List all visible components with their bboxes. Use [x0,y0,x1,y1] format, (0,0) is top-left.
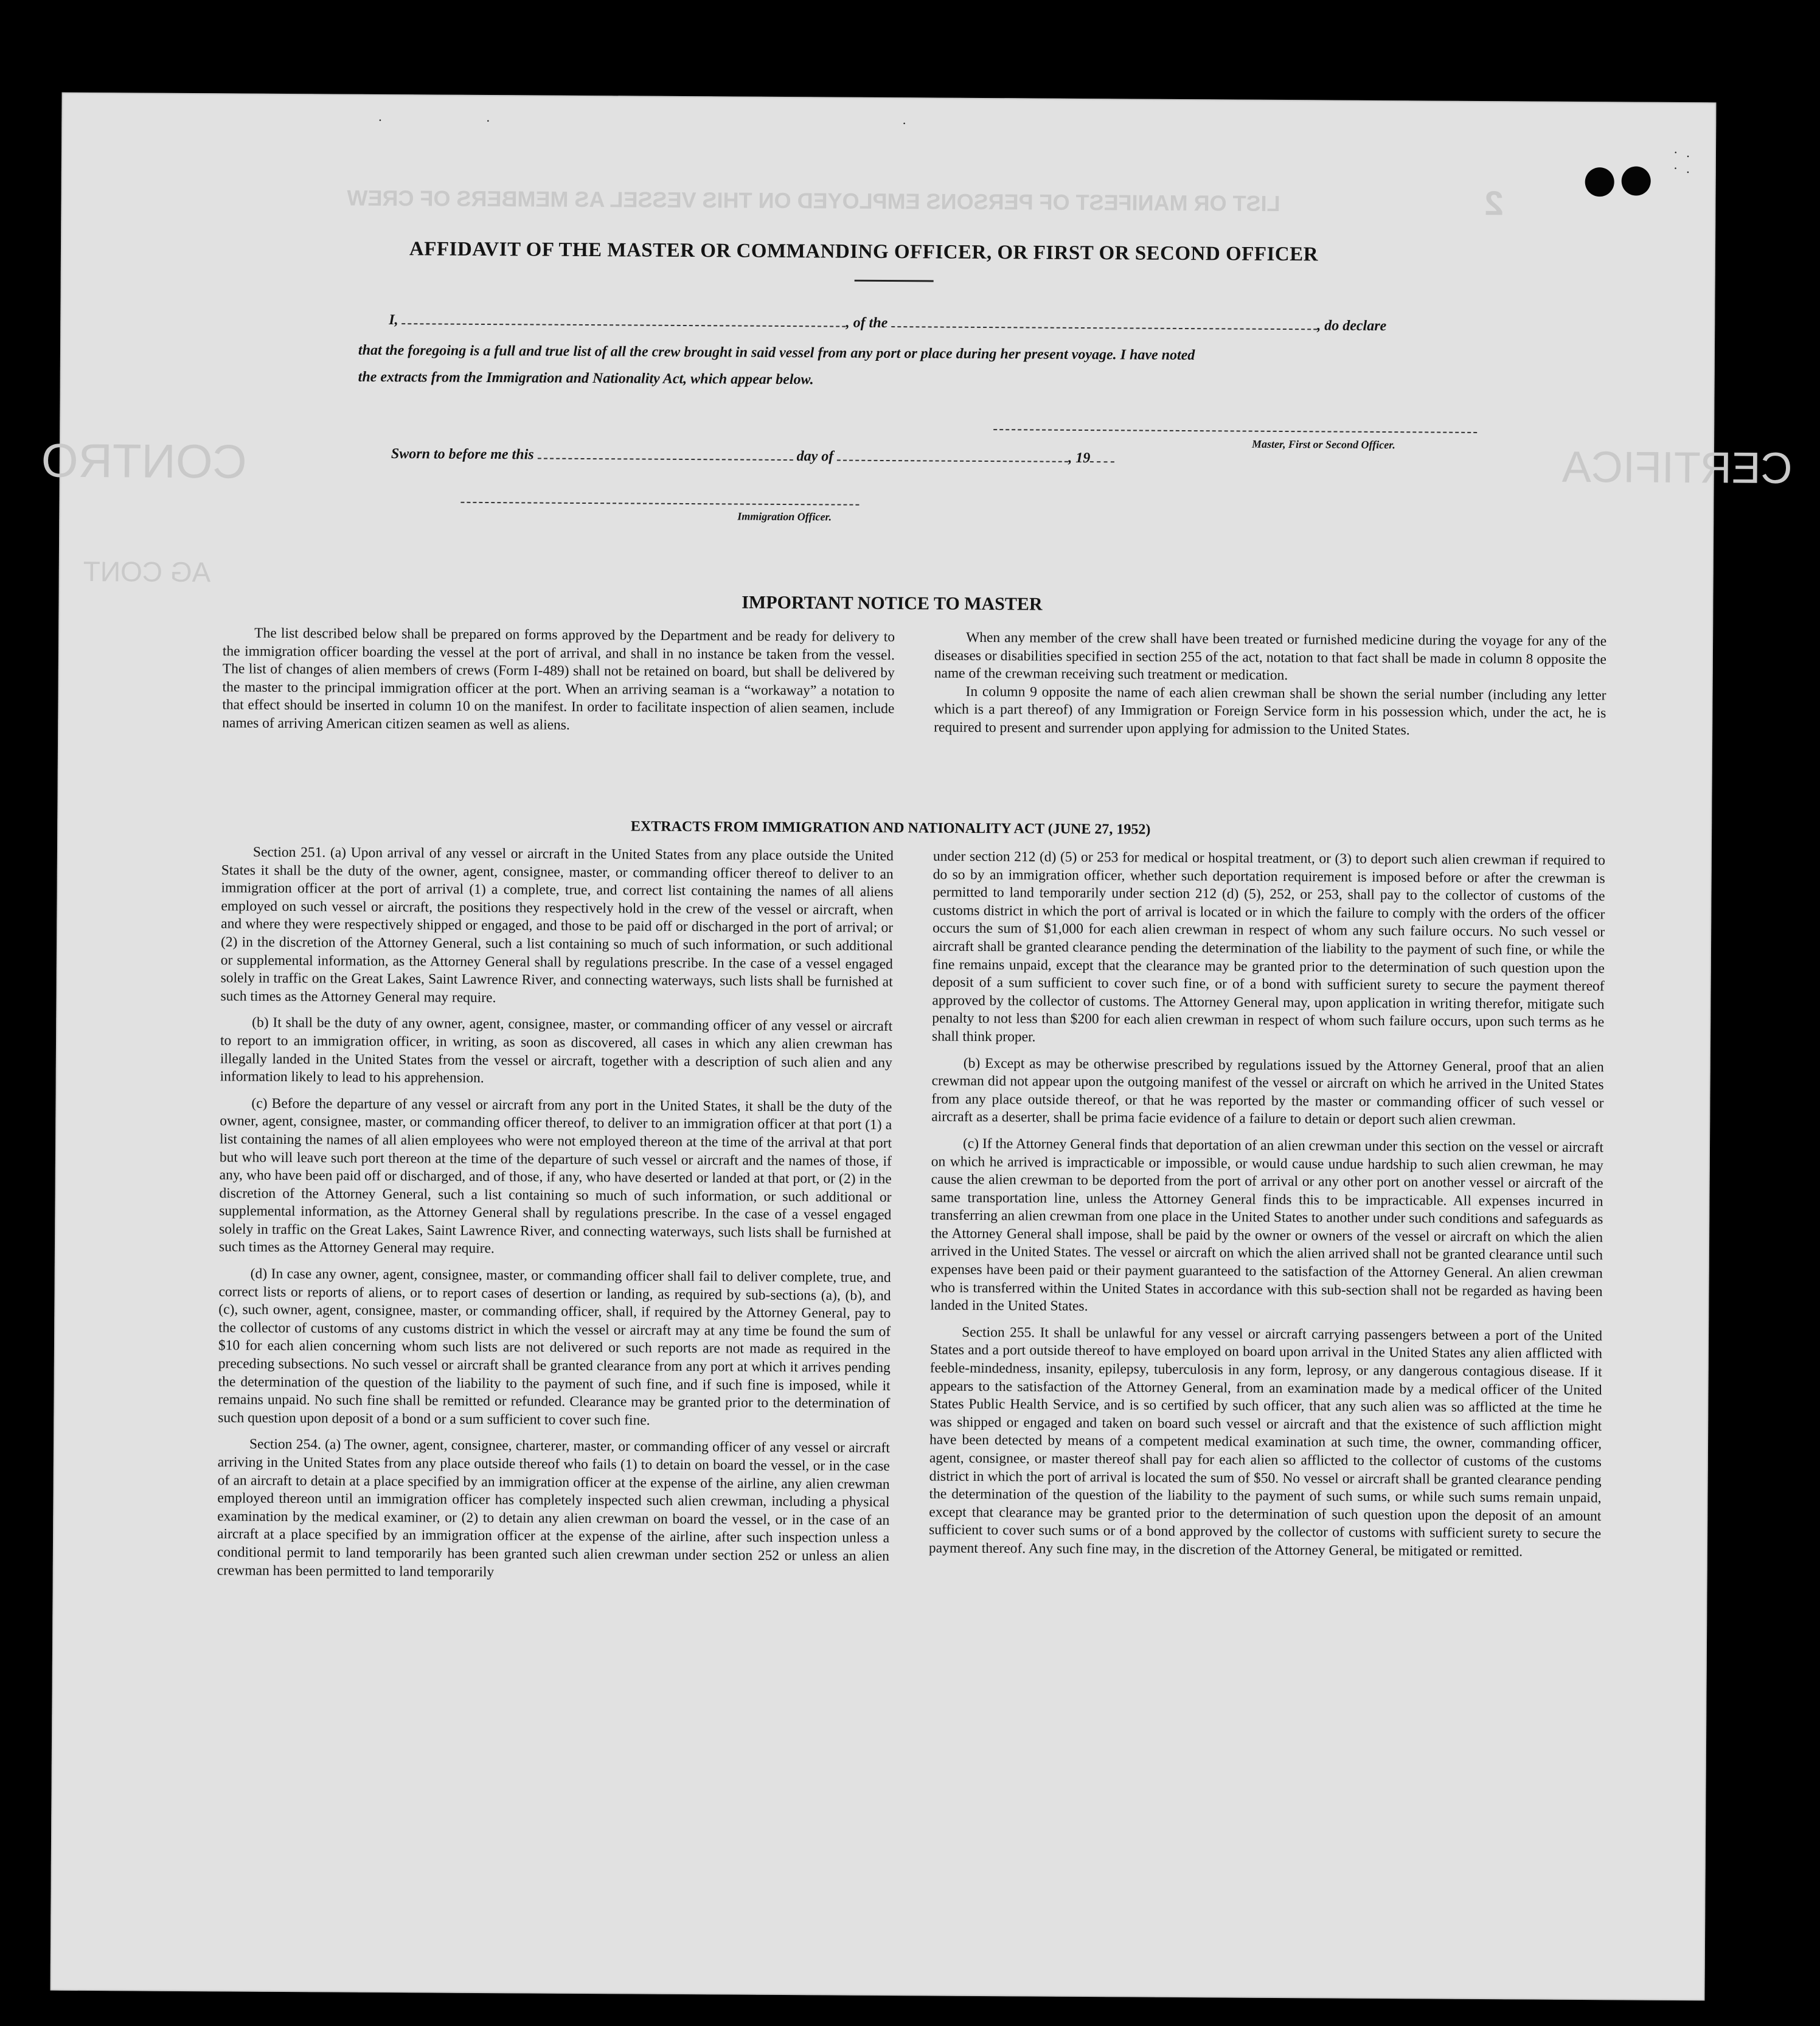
notice-title: IMPORTANT NOTICE TO MASTER [742,592,1043,614]
dust-specks: · · · [378,112,915,131]
immigration-officer-signature-field[interactable] [460,493,859,506]
sworn-line [391,446,1115,467]
act-paragraph: (d) In case any owner, agent, consignee, master, or commanding officer shall fail to deliver complete, true, and correct lists or reports of aliens, or to report cases of desertion or landing, as required by sub-sections (a), (b), and (c), such owner, agent, consignee, master, or commanding officer, shall, if required by the Attorney General, pay to the collector of customs of any customs district in which the vessel or aircraft may at any time be found the sum of $10 for each alien concerning whom such lists are not delivered or such reports are not made as required in the preceding subsections. No such vessel or aircraft shall be granted clearance from any port at which it arrives pending the determination of the question of the liability to the payment of such fine, and if such fine is imposed, while it remains unpaid. No such fine shall be remitted or refunded. Clearance may be granted prior to the determination of such question upon deposit of a bond or a sum sufficient to cover such fine. [218,1265,891,1429]
sworn-month-field[interactable] [837,449,1068,462]
title-underline [855,280,934,282]
sworn-day-field[interactable] [538,447,793,461]
immigration-officer-caption: Immigration Officer. [737,510,832,523]
bleed-through-stamp-left: CONTRO [41,433,248,489]
sworn-year-field[interactable] [1090,450,1114,462]
bleed-through-form-number: 2 [1484,184,1504,223]
bleed-through-header: LIST OR MANIFEST OF PERSONS EMPLOYED ON THIS VESSEL AS MEMBERS OF CREW [347,185,1280,216]
act-paragraph: (c) If the Attorney General finds that deportation of an alien crewman under this section on the vessel or aircraft on which he arrived is impracticable or impossible, or would cause undue hardship to such alien crewman, he may cause the alien crewman to be deported from the port of arrival or any other port on another vessel or aircraft of the same transportation line, unless the Attorney General finds this to be impracticable. All expenses incurred in transferring an alien crewman from one place in the United States to another under such conditions and safeguards as the Attorney General shall impose, shall be paid by the owner or owners of the vessel or aircraft on which the alien arrived in the United States. The vessel or aircraft on which the alien arrived shall not be granted clearance until such expenses have been paid or their payment guaranteed to the satisfaction of the Attorney General. An alien crewman who is transferred within the United States in accordance with this sub-section shall not be regarded as having been landed in the United States. [930,1135,1604,1315]
declarant-name-field[interactable] [402,312,846,327]
day-of-label: day of [796,448,834,465]
act-paragraph: (b) Except as may be otherwise prescribed by regulations issued by the Attorney General, proof that an alien crewman did not appear upon the outgoing manifest of the vessel or aircraft on which he arrived in the United States from any place outside thereof, or that he was reported by the master or commanding officer of such vessel or aircraft as a deserter, shall be prima facie evidence of a failure to detain or deport such alien crewman. [931,1055,1604,1129]
act-paragraph: Section 255. It shall be unlawful for any vessel or aircraft carrying passengers between a port of the United States and a port outside thereof to have employed on board upon arrival in the United States any alien afflicted with feeble-mindedness, insanity, epilepsy, tuberculosis in any form, leprosy, or any dangerous contagious disease. If it appears to the satisfaction of the Attorney General, from an examination made by a medical officer of the United States Public Health Service, and is so certified by such officer, that any such alien was so afflicted at the time he was shipped or engaged and taken on board such vessel or aircraft and that the existence of such affliction might have been detected by means of a competent medical examination at such time, the owner, commanding officer, agent, consignee, or master thereof shall pay for each alien so afflicted to the collector of customs of the customs district in which the port of arrival is located the sum of $50. No vessel or aircraft shall be granted clearance pending the determination of the question of the liability to the payment of such sums, or while such sums remain unpaid, except that clearance may be granted prior to the determination of such question upon the deposit of an amount sufficient to cover such sums or of a bond approved by the collector of customs with sufficient surety to secure the payment thereof. Any such fine may, in the discretion of the Attorney General, be mitigated or remitted. [928,1324,1603,1560]
master-signature-caption: Master, First or Second Officer. [1251,437,1395,451]
punch-hole-icon [1585,167,1614,197]
affidavit-title: AFFIDAVIT OF THE MASTER OR COMMANDING OFFICER, OR FIRST OR SECOND OFFICER [409,238,1319,266]
notice-paragraph: The list described below shall be prepared on forms approved by the Department and be ready for delivery to the immigration officer boarding the vessel at the port of arrival, and shall in no instance be taken from the vessel. The list of changes of alien members of crews (Form I-489) shall not be retained on board, but shall be delivered by the master to the principal immigration officer at the port. When an arriving seaman is a “workaway” a notation to that effect should be inserted in column 10 on the manifest. In order to facilitate inspection of alien seamen, include names of arriving American citizen seamen as well as aliens. [222,625,895,733]
of-the-label: , of the [846,315,888,332]
document-page [41,92,1793,2001]
act-paragraph: under section 212 (d) (5) or 253 for medical or hospital treatment, or (3) to deport such alien crewman if required to do so by an immigration officer, whether such deportation requirement is imposed before or after the crewman is permitted to land temporarily under section 212 (d) (5), 252, or 253, shall pay to the collector of customs of the customs district in which the port of arrival is located or in which the failure to comply with the orders of the officer occurs the sum of $1,000 for each alien crewman in respect of whom any such failure occurs. No such vessel or aircraft shall be granted clearance pending the determination of the liability to the payment of such fine, or while the fine remains unpaid, except that the clearance may be granted prior to the determination of such question upon the deposit of a sum sufficient to cover such fine, or of a bond with sufficient surety to secure the payment thereof approved by the collector of customs. The Attorney General may, upon application in writing therefor, mitigate such penalty to not less than $200 for each alien crewman in respect of whom such failure occurs, upon such terms as he shall think proper. [932,848,1605,1045]
notice-paragraph: When any member of the crew shall have been treated or furnished medicine during the voyage for any of the diseases or disabilities specified in section 255 of the act, notation to that fact shall be made in column 8 opposite the name of the crewman receiving such treatment or medication. [934,629,1607,684]
extracts-right-column [929,848,1605,1561]
act-paragraph: (c) Before the departure of any vessel or aircraft from any port in the United States, it shall be the duty of the owner, agent, consignee, master, or commanding officer thereof, to deliver to an immigration officer at that port (1) a list containing the names of all alien employees who were not employed thereon at the time of the arrival at that port but who will leave such port thereon at the time of the departure of such vessel or aircraft and the names of those, if any, who have been paid off or discharged, and of those, if any, who have deserted or landed at that port, or (2) in the discretion of the Attorney General, such a list containing so much of such information, or such additional or supplemental information, as the Attorney General shall by regulations prescribe. In the case of a vessel engaged solely in traffic on the Great Lakes, Saint Lawrence River, and connecting waterways, such lists shall be furnished at such times as the Attorney General may require. [218,1095,892,1257]
act-paragraph: (b) It shall be the duty of any owner, agent, consignee, master, or commanding officer of any vessel or aircraft to report to an immigration officer, in writing, as soon as discovered, all cases in which any alien crewman has illegally landed in the United States from the vessel or aircraft, together with a description of such alien and any information likely to lead to his apprehension. [220,1015,893,1087]
declarant-prefix: I, [389,312,398,329]
notice-right-column [934,629,1606,741]
do-declare-label: , do declare [1317,318,1387,335]
bleed-through-stamp-sub: AG CONT [83,555,211,588]
act-paragraph: Section 254. (a) The owner, agent, consignee, charterer, master, or commanding officer of any vessel or aircraft arriving in the United States from any place outside thereof who fails (1) to detain on board the vessel, or in the case of an aircraft to detain at a place specified by an immigration officer at the expense of the airline, any alien crewman employed thereon until an immigration officer has completely inspected such alien crewman, including a physical examination by the medical examiner, or (2) to detain any alien crewman on board the vessel, or in the case of an aircraft at a place specified by an immigration officer at the expense of the airline, after such inspection unless a conditional permit to land temporarily has been granted such alien crewman under section 252 or unless an alien crewman has been permitted to land temporarily [217,1436,891,1580]
punch-hole-icon [1622,166,1651,195]
notice-left-column [222,624,895,736]
vessel-name-field[interactable] [891,315,1317,330]
master-signature-field[interactable] [993,420,1477,433]
bleed-through-stamp-right: CERTIFICA [1561,442,1793,493]
extracts-left-column [217,843,894,1584]
notice-paragraph: In column 9 opposite the name of each alien crewman shall be shown the serial number (including any letter which is a part thereof) of any Immigration or Foreign Service form in his possession which, under the act, he is required to present and surrender upon applying for admission to the United States. [934,683,1606,739]
extracts-title: EXTRACTS FROM IMMIGRATION AND NATIONALITY ACT (JUNE 27, 1952) [630,818,1151,838]
declaration-line [389,312,1386,335]
declaration-text-2: that the foregoing is a full and true list of all the crew brought in said vessel from any port or place during her present voyage. I have noted [358,342,1195,364]
year-label: , 19 [1068,450,1091,467]
act-paragraph: Section 251. (a) Upon arrival of any vessel or aircraft in the United States from any place outside the United States it shall be the duty of the owner, agent, consignee, master, or commanding officer thereof to deliver to an immigration officer at the port of arrival (1) a complete, true, and correct list containing the names of all aliens employed on such vessel or aircraft, the positions they respectively hold in the crew of the vessel or aircraft, when and where they were respectively shipped or engaged, and those to be paid off or discharged in the port of arrival; or (2) in the discretion of the Attorney General, such a list containing so much of such information, or such additional or supplemental information, as the Attorney General shall by regulations prescribe. In the case of a vessel engaged solely in traffic on the Great Lakes, Saint Lawrence River, and connecting waterways, such lists shall be furnished at such times as the Attorney General may require. [220,844,894,1006]
sworn-label: Sworn to before me this [391,446,534,463]
dust-specks: ·. ·. [1673,144,1698,176]
declaration-text-3: the extracts from the Immigration and Nationality Act, which appear below. [358,369,814,388]
